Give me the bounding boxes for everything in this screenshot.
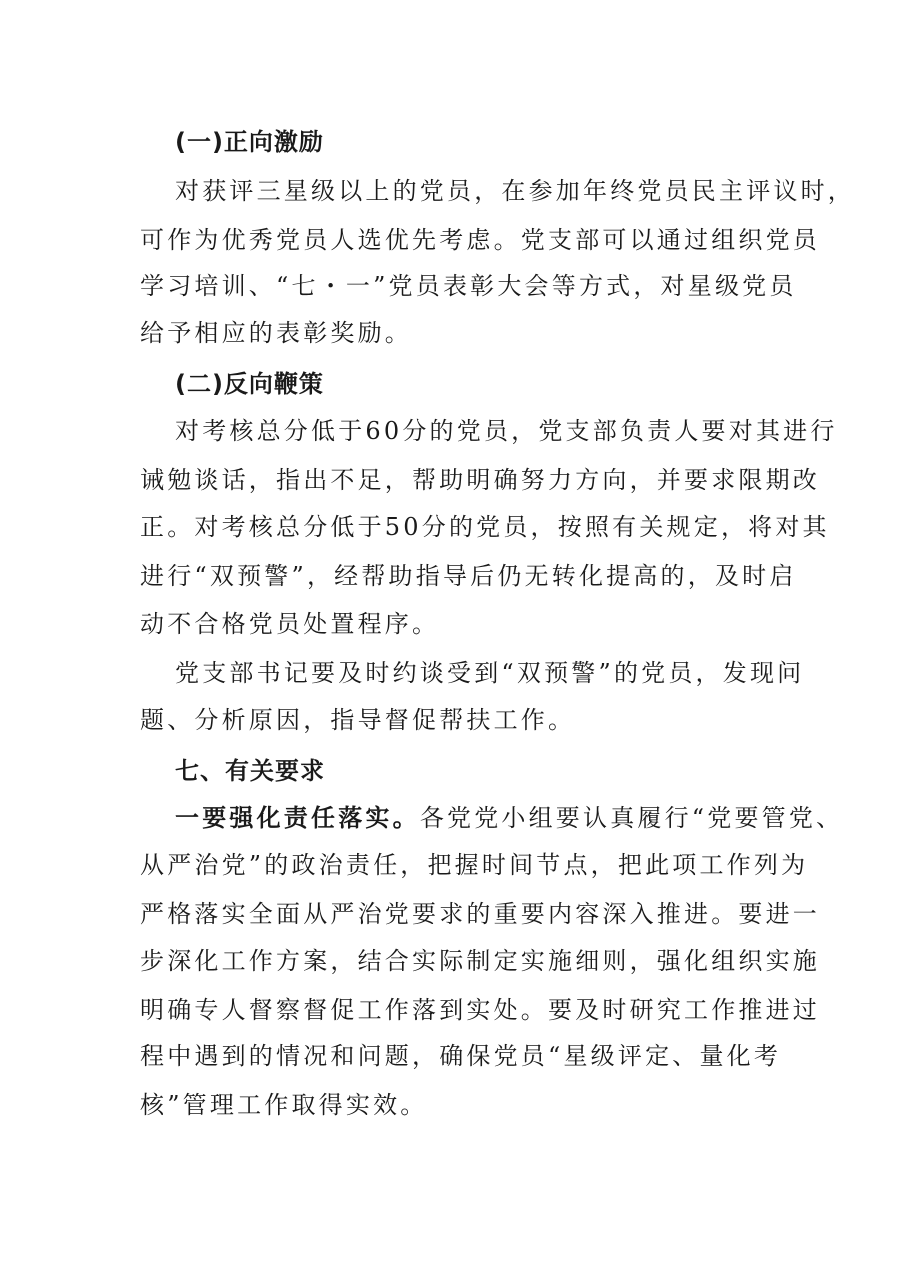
paragraph-line-with-lead: [175, 803, 843, 833]
paragraph-line: 明确专人督察督促工作落到实处。要及时研究工作推进过: [140, 996, 820, 1024]
paragraph-line: 核”管理工作取得实效。: [140, 1091, 428, 1119]
paragraph-line: 步深化工作方案，结合实际制定实施细则，强化组织实施: [140, 947, 820, 975]
paragraph-line: 从严治党”的政治责任，把握时间节点，把此项工作列为: [140, 851, 809, 879]
paragraph-line: 题、分析原因，指导督促帮扶工作。: [140, 706, 576, 734]
paragraph-line: 给予相应的表彰奖励。: [140, 319, 412, 347]
paragraph-line: 党支部书记要及时约谈受到“双预警”的党员，发现问: [175, 659, 805, 687]
section-heading-requirements: 七、有关要求: [175, 757, 325, 785]
paragraph-line: 程中遇到的情况和问题，确保党员“星级评定、量化考: [140, 1042, 782, 1070]
bold-lead-text: 一要强化责任落实。: [175, 804, 420, 832]
paragraph-line: 对考核总分低于60分的党员，党支部负责人要对其进行: [175, 417, 838, 445]
paragraph-line: 学习培训、“七・一”党员表彰大会等方式，对星级党员: [140, 272, 797, 300]
paragraph-line: 可作为优秀党员人选优先考虑。党支部可以通过组织党员: [140, 226, 820, 254]
paragraph-line: 诫勉谈话，指出不足，帮助明确努力方向，并要求限期改: [140, 466, 820, 494]
paragraph-line: 进行“双预警”，经帮助指导后仍无转化提高的，及时启: [140, 562, 797, 590]
section-heading-positive-incentive: (一)正向激励: [175, 128, 324, 156]
paragraph-line: 严格落实全面从严治党要求的重要内容深入推进。要进一: [140, 900, 820, 928]
paragraph-line: 正。对考核总分低于50分的党员，按照有关规定，将对其: [140, 513, 830, 541]
paragraph-line: 动不合格党员处置程序。: [140, 610, 440, 638]
paragraph-line: 对获评三星级以上的党员，在参加年终党员民主评议时，: [175, 177, 855, 205]
section-heading-negative-incentive: (二)反向鞭策: [175, 370, 324, 398]
paragraph-text: 各党党小组要认真履行“党要管党、: [419, 804, 844, 832]
